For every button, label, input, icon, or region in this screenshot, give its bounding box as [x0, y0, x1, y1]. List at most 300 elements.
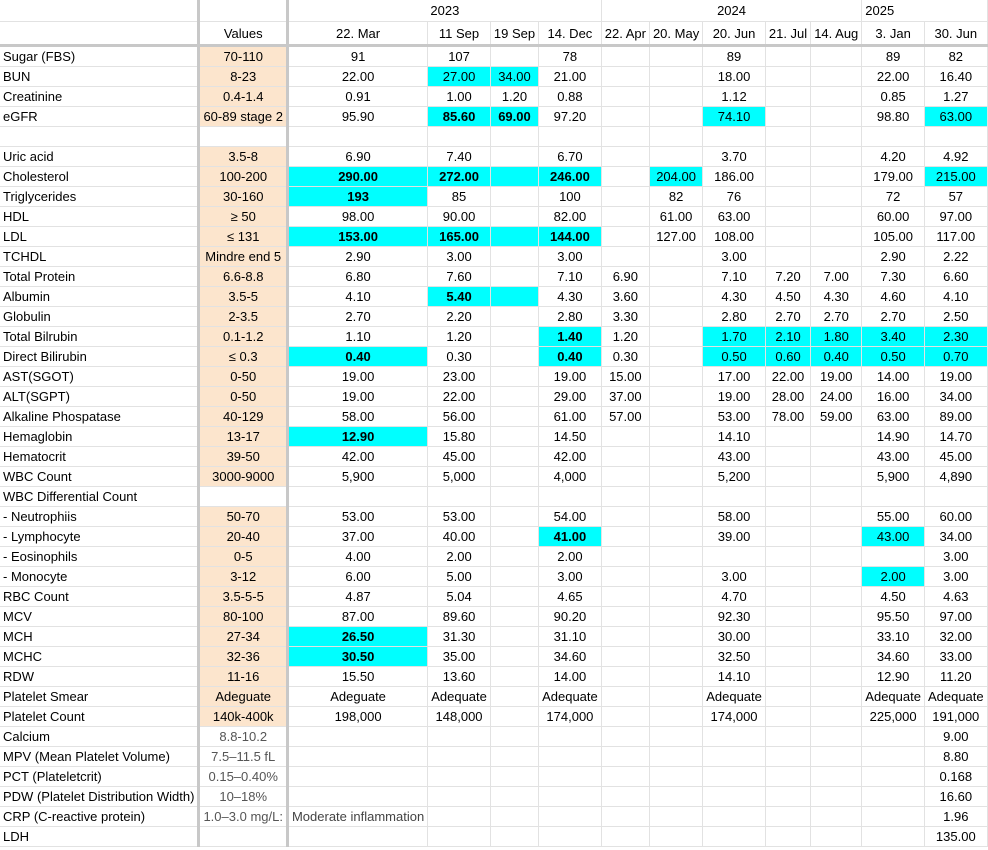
value-cell[interactable]: 2.80 — [539, 307, 602, 327]
value-cell[interactable] — [601, 467, 649, 487]
value-cell[interactable] — [539, 807, 602, 827]
value-cell[interactable] — [428, 747, 491, 767]
value-cell[interactable]: 0.85 — [862, 87, 925, 107]
value-cell[interactable] — [649, 607, 702, 627]
value-cell[interactable] — [649, 707, 702, 727]
value-cell[interactable]: 3.40 — [862, 327, 925, 347]
reference-range[interactable]: 50-70 — [199, 507, 288, 527]
value-cell[interactable]: 2.20 — [428, 307, 491, 327]
value-cell[interactable] — [490, 807, 538, 827]
value-cell[interactable]: 198,000 — [287, 707, 427, 727]
value-cell[interactable] — [601, 427, 649, 447]
value-cell[interactable] — [490, 247, 538, 267]
value-cell[interactable] — [649, 627, 702, 647]
value-cell[interactable]: 3.00 — [703, 247, 766, 267]
reference-range[interactable]: Mindre end 5 — [199, 247, 288, 267]
value-cell[interactable]: 22.00 — [862, 67, 925, 87]
row-label[interactable]: MPV (Mean Platelet Volume) — [0, 747, 199, 767]
value-cell[interactable] — [649, 427, 702, 447]
value-cell[interactable] — [490, 327, 538, 347]
value-cell[interactable] — [811, 607, 862, 627]
value-cell[interactable]: 1.20 — [601, 327, 649, 347]
value-cell[interactable]: 7.10 — [703, 267, 766, 287]
value-cell[interactable]: 3.30 — [601, 307, 649, 327]
date-header-4[interactable]: 22. Apr — [601, 22, 649, 46]
reference-range[interactable]: 0-50 — [199, 367, 288, 387]
value-cell[interactable]: 7.10 — [539, 267, 602, 287]
value-cell[interactable]: 22.00 — [765, 367, 810, 387]
value-cell[interactable]: 5,200 — [703, 467, 766, 487]
value-cell[interactable] — [601, 547, 649, 567]
value-cell[interactable]: 63.00 — [924, 107, 987, 127]
value-cell[interactable] — [490, 727, 538, 747]
reference-range[interactable]: 1.0–3.0 mg/L: — [199, 807, 288, 827]
value-cell[interactable]: 225,000 — [862, 707, 925, 727]
value-cell[interactable] — [765, 507, 810, 527]
value-cell[interactable]: 117.00 — [924, 227, 987, 247]
value-cell[interactable] — [862, 727, 925, 747]
value-cell[interactable]: 33.10 — [862, 627, 925, 647]
value-cell[interactable]: 11.20 — [924, 667, 987, 687]
value-cell[interactable] — [287, 787, 427, 807]
row-label[interactable]: - Lymphocyte — [0, 527, 199, 547]
value-cell[interactable]: 16.60 — [924, 787, 987, 807]
value-cell[interactable] — [649, 147, 702, 167]
value-cell[interactable]: 8.80 — [924, 747, 987, 767]
value-cell[interactable] — [811, 187, 862, 207]
value-cell[interactable] — [765, 207, 810, 227]
value-cell[interactable] — [490, 527, 538, 547]
value-cell[interactable] — [765, 667, 810, 687]
value-cell[interactable]: 15.50 — [287, 667, 427, 687]
value-cell[interactable] — [601, 447, 649, 467]
value-cell[interactable]: 1.20 — [490, 87, 538, 107]
value-cell[interactable]: 290.00 — [287, 167, 427, 187]
reference-range[interactable]: 0.15–0.40% — [199, 767, 288, 787]
row-label[interactable]: Hemaglobin — [0, 427, 199, 447]
value-cell[interactable]: 27.00 — [428, 67, 491, 87]
value-cell[interactable] — [765, 787, 810, 807]
value-cell[interactable]: 89 — [703, 46, 766, 67]
value-cell[interactable]: 2.70 — [862, 307, 925, 327]
value-cell[interactable] — [811, 467, 862, 487]
value-cell[interactable]: 22.00 — [428, 387, 491, 407]
value-cell[interactable] — [490, 767, 538, 787]
value-cell[interactable]: 21.00 — [539, 67, 602, 87]
value-cell[interactable]: 45.00 — [428, 447, 491, 467]
value-cell[interactable] — [765, 707, 810, 727]
reference-range[interactable]: ≤ 131 — [199, 227, 288, 247]
value-cell[interactable]: 4.92 — [924, 147, 987, 167]
value-cell[interactable]: 5.40 — [428, 287, 491, 307]
value-cell[interactable]: Adequate — [703, 687, 766, 707]
value-cell[interactable] — [601, 727, 649, 747]
value-cell[interactable] — [601, 627, 649, 647]
value-cell[interactable] — [765, 87, 810, 107]
value-cell[interactable] — [765, 447, 810, 467]
value-cell[interactable]: 54.00 — [539, 507, 602, 527]
value-cell[interactable] — [601, 147, 649, 167]
value-cell[interactable]: 35.00 — [428, 647, 491, 667]
value-cell[interactable]: 174,000 — [703, 707, 766, 727]
value-cell[interactable]: 0.50 — [703, 347, 766, 367]
value-cell[interactable] — [862, 807, 925, 827]
value-cell[interactable] — [765, 747, 810, 767]
row-label[interactable]: ALT(SGPT) — [0, 387, 199, 407]
value-cell[interactable]: 42.00 — [287, 447, 427, 467]
value-cell[interactable] — [601, 807, 649, 827]
value-cell[interactable] — [649, 367, 702, 387]
row-label[interactable]: Direct Bilirubin — [0, 347, 199, 367]
value-cell[interactable]: 55.00 — [862, 507, 925, 527]
row-label[interactable]: Platelet Count — [0, 707, 199, 727]
value-cell[interactable] — [287, 127, 427, 147]
row-label[interactable]: Sugar (FBS) — [0, 46, 199, 67]
value-cell[interactable] — [765, 46, 810, 67]
value-cell[interactable] — [765, 767, 810, 787]
value-cell[interactable]: 2.90 — [287, 247, 427, 267]
value-cell[interactable] — [765, 127, 810, 147]
value-cell[interactable] — [811, 87, 862, 107]
value-cell[interactable]: 4.30 — [539, 287, 602, 307]
value-cell[interactable] — [490, 227, 538, 247]
value-cell[interactable] — [539, 787, 602, 807]
value-cell[interactable]: Adequate — [539, 687, 602, 707]
value-cell[interactable] — [765, 547, 810, 567]
value-cell[interactable] — [649, 447, 702, 467]
value-cell[interactable]: 272.00 — [428, 167, 491, 187]
value-cell[interactable] — [490, 147, 538, 167]
date-header-7[interactable]: 21. Jul — [765, 22, 810, 46]
value-cell[interactable]: 186.00 — [703, 167, 766, 187]
value-cell[interactable] — [601, 227, 649, 247]
value-cell[interactable]: 59.00 — [811, 407, 862, 427]
value-cell[interactable]: 28.00 — [765, 387, 810, 407]
value-cell[interactable]: 107 — [428, 46, 491, 67]
value-cell[interactable]: 3.00 — [703, 567, 766, 587]
value-cell[interactable] — [490, 667, 538, 687]
reference-range[interactable]: 3-12 — [199, 567, 288, 587]
value-cell[interactable]: 57.00 — [601, 407, 649, 427]
value-cell[interactable]: 0.30 — [428, 347, 491, 367]
value-cell[interactable] — [490, 487, 538, 507]
value-cell[interactable] — [649, 507, 702, 527]
value-cell[interactable]: Adequate — [924, 687, 987, 707]
reference-range[interactable]: 0.1-1.2 — [199, 327, 288, 347]
value-cell[interactable]: Adequate — [862, 687, 925, 707]
reference-range[interactable]: 3.5-5-5 — [199, 587, 288, 607]
value-cell[interactable] — [601, 767, 649, 787]
reference-range[interactable]: 3.5-8 — [199, 147, 288, 167]
value-cell[interactable]: 3.00 — [924, 547, 987, 567]
row-label[interactable]: TCHDL — [0, 247, 199, 267]
value-cell[interactable] — [601, 827, 649, 847]
value-cell[interactable] — [649, 647, 702, 667]
value-cell[interactable] — [649, 287, 702, 307]
value-cell[interactable]: 43.00 — [703, 447, 766, 467]
value-cell[interactable] — [765, 427, 810, 447]
value-cell[interactable]: 34.00 — [490, 67, 538, 87]
value-cell[interactable] — [703, 547, 766, 567]
value-cell[interactable] — [490, 747, 538, 767]
value-cell[interactable] — [703, 827, 766, 847]
value-cell[interactable]: 33.00 — [924, 647, 987, 667]
row-label[interactable]: Calcium — [0, 727, 199, 747]
value-cell[interactable]: 3.70 — [703, 147, 766, 167]
value-cell[interactable] — [539, 487, 602, 507]
value-cell[interactable]: 14.00 — [539, 667, 602, 687]
value-cell[interactable]: 85.60 — [428, 107, 491, 127]
value-cell[interactable]: 0.40 — [287, 347, 427, 367]
reference-range[interactable]: 3.5-5 — [199, 287, 288, 307]
reference-range[interactable]: 0-50 — [199, 387, 288, 407]
value-cell[interactable]: 4.63 — [924, 587, 987, 607]
value-cell[interactable] — [811, 647, 862, 667]
value-cell[interactable]: 1.00 — [428, 87, 491, 107]
value-cell[interactable]: 4.20 — [862, 147, 925, 167]
row-label[interactable]: - Eosinophils — [0, 547, 199, 567]
value-cell[interactable] — [811, 427, 862, 447]
value-cell[interactable] — [649, 787, 702, 807]
value-cell[interactable] — [601, 207, 649, 227]
value-cell[interactable]: 2.90 — [862, 247, 925, 267]
value-cell[interactable] — [649, 587, 702, 607]
value-cell[interactable]: 0.40 — [811, 347, 862, 367]
value-cell[interactable]: 14.70 — [924, 427, 987, 447]
row-label[interactable]: AST(SGOT) — [0, 367, 199, 387]
value-cell[interactable]: 6.80 — [287, 267, 427, 287]
value-cell[interactable] — [601, 747, 649, 767]
value-cell[interactable]: 4,000 — [539, 467, 602, 487]
value-cell[interactable]: 2.30 — [924, 327, 987, 347]
row-label[interactable] — [0, 127, 199, 147]
value-cell[interactable] — [649, 46, 702, 67]
value-cell[interactable] — [811, 667, 862, 687]
value-cell[interactable]: 61.00 — [649, 207, 702, 227]
value-cell[interactable] — [862, 127, 925, 147]
value-cell[interactable]: 87.00 — [287, 607, 427, 627]
row-label[interactable]: - Neutrophiis — [0, 507, 199, 527]
value-cell[interactable] — [811, 227, 862, 247]
value-cell[interactable]: 63.00 — [862, 407, 925, 427]
reference-range[interactable]: 8.8-10.2 — [199, 727, 288, 747]
row-label[interactable]: - Monocyte — [0, 567, 199, 587]
value-cell[interactable]: 1.27 — [924, 87, 987, 107]
value-cell[interactable] — [490, 467, 538, 487]
value-cell[interactable] — [811, 487, 862, 507]
value-cell[interactable] — [490, 607, 538, 627]
value-cell[interactable] — [428, 787, 491, 807]
row-label[interactable]: LDH — [0, 827, 199, 847]
value-cell[interactable] — [765, 107, 810, 127]
value-cell[interactable]: 97.20 — [539, 107, 602, 127]
value-cell[interactable]: 4.60 — [862, 287, 925, 307]
value-cell[interactable] — [490, 267, 538, 287]
value-cell[interactable] — [765, 727, 810, 747]
value-cell[interactable] — [649, 407, 702, 427]
row-label[interactable]: eGFR — [0, 107, 199, 127]
value-cell[interactable]: 4.87 — [287, 587, 427, 607]
value-cell[interactable]: Adequate — [428, 687, 491, 707]
value-cell[interactable] — [539, 767, 602, 787]
value-cell[interactable]: 3.00 — [539, 247, 602, 267]
reference-range[interactable]: 20-40 — [199, 527, 288, 547]
value-cell[interactable]: 14.00 — [862, 367, 925, 387]
value-cell[interactable]: 90.20 — [539, 607, 602, 627]
value-cell[interactable]: 4,890 — [924, 467, 987, 487]
value-cell[interactable] — [862, 767, 925, 787]
value-cell[interactable] — [428, 127, 491, 147]
value-cell[interactable]: 19.00 — [811, 367, 862, 387]
reference-range[interactable]: 70-110 — [199, 46, 288, 67]
value-cell[interactable] — [490, 427, 538, 447]
value-cell[interactable] — [703, 127, 766, 147]
value-cell[interactable]: 98.00 — [287, 207, 427, 227]
value-cell[interactable]: 34.60 — [539, 647, 602, 667]
value-cell[interactable] — [428, 807, 491, 827]
value-cell[interactable] — [490, 647, 538, 667]
value-cell[interactable] — [811, 627, 862, 647]
value-cell[interactable] — [490, 447, 538, 467]
year-2023[interactable]: 2023 — [287, 0, 601, 22]
value-cell[interactable]: 148,000 — [428, 707, 491, 727]
row-label[interactable]: WBC Differential Count — [0, 487, 199, 507]
value-cell[interactable] — [649, 767, 702, 787]
value-cell[interactable]: 3.60 — [601, 287, 649, 307]
year-2024[interactable]: 2024 — [601, 0, 862, 22]
value-cell[interactable] — [811, 687, 862, 707]
value-cell[interactable] — [765, 607, 810, 627]
value-cell[interactable]: 1.70 — [703, 327, 766, 347]
value-cell[interactable]: 3.00 — [428, 247, 491, 267]
value-cell[interactable] — [765, 467, 810, 487]
value-cell[interactable]: 144.00 — [539, 227, 602, 247]
value-cell[interactable]: 32.50 — [703, 647, 766, 667]
value-cell[interactable]: 56.00 — [428, 407, 491, 427]
value-cell[interactable]: 153.00 — [287, 227, 427, 247]
value-cell[interactable]: 191,000 — [924, 707, 987, 727]
reference-range[interactable]: 40-129 — [199, 407, 288, 427]
date-header-10[interactable]: 30. Jun — [924, 22, 987, 46]
value-cell[interactable] — [765, 147, 810, 167]
value-cell[interactable]: 6.90 — [287, 147, 427, 167]
value-cell[interactable]: 95.50 — [862, 607, 925, 627]
value-cell[interactable] — [811, 67, 862, 87]
reference-range[interactable]: 27-34 — [199, 627, 288, 647]
value-cell[interactable]: 7.30 — [862, 267, 925, 287]
value-cell[interactable]: 23.00 — [428, 367, 491, 387]
reference-range[interactable]: 3000-9000 — [199, 467, 288, 487]
value-cell[interactable]: 15.00 — [601, 367, 649, 387]
value-cell[interactable]: 0.88 — [539, 87, 602, 107]
value-cell[interactable]: 58.00 — [287, 407, 427, 427]
value-cell[interactable] — [490, 46, 538, 67]
value-cell[interactable] — [601, 707, 649, 727]
value-cell[interactable]: 193 — [287, 187, 427, 207]
value-cell[interactable] — [811, 827, 862, 847]
value-cell[interactable]: 2.00 — [862, 567, 925, 587]
reference-range[interactable]: 13-17 — [199, 427, 288, 447]
value-cell[interactable]: 2.10 — [765, 327, 810, 347]
value-cell[interactable]: 40.00 — [428, 527, 491, 547]
value-cell[interactable]: 58.00 — [703, 507, 766, 527]
value-cell[interactable] — [765, 587, 810, 607]
blank-cell[interactable] — [0, 22, 199, 46]
value-cell[interactable]: 43.00 — [862, 447, 925, 467]
reference-range[interactable]: 2-3.5 — [199, 307, 288, 327]
value-cell[interactable]: 5,900 — [287, 467, 427, 487]
value-cell[interactable] — [765, 647, 810, 667]
value-cell[interactable]: 4.30 — [811, 287, 862, 307]
value-cell[interactable]: 135.00 — [924, 827, 987, 847]
row-label[interactable]: HDL — [0, 207, 199, 227]
value-cell[interactable]: 0.50 — [862, 347, 925, 367]
year-2025[interactable]: 2025 — [862, 0, 987, 22]
reference-range[interactable]: 100-200 — [199, 167, 288, 187]
value-cell[interactable]: 13.60 — [428, 667, 491, 687]
value-cell[interactable]: 19.00 — [539, 367, 602, 387]
value-cell[interactable]: 4.10 — [287, 287, 427, 307]
value-cell[interactable]: 1.40 — [539, 327, 602, 347]
value-cell[interactable]: 31.30 — [428, 627, 491, 647]
value-cell[interactable]: 18.00 — [703, 67, 766, 87]
value-cell[interactable] — [703, 487, 766, 507]
value-cell[interactable]: 53.00 — [703, 407, 766, 427]
value-cell[interactable] — [811, 807, 862, 827]
value-cell[interactable] — [649, 87, 702, 107]
value-cell[interactable]: 0.70 — [924, 347, 987, 367]
value-cell[interactable]: 63.00 — [703, 207, 766, 227]
value-cell[interactable]: 34.00 — [924, 527, 987, 547]
value-cell[interactable] — [287, 827, 427, 847]
value-cell[interactable] — [811, 727, 862, 747]
value-cell[interactable] — [649, 567, 702, 587]
value-cell[interactable]: 16.00 — [862, 387, 925, 407]
value-cell[interactable]: 2.00 — [539, 547, 602, 567]
row-label[interactable]: Hematocrit — [0, 447, 199, 467]
value-cell[interactable]: 26.50 — [287, 627, 427, 647]
value-cell[interactable]: 60.00 — [862, 207, 925, 227]
value-cell[interactable] — [490, 407, 538, 427]
value-cell[interactable] — [649, 667, 702, 687]
reference-range[interactable]: 0.4-1.4 — [199, 87, 288, 107]
value-cell[interactable]: 16.40 — [924, 67, 987, 87]
value-cell[interactable] — [601, 87, 649, 107]
value-cell[interactable]: 4.50 — [765, 287, 810, 307]
date-header-0[interactable]: 22. Mar — [287, 22, 427, 46]
row-label[interactable]: WBC Count — [0, 467, 199, 487]
value-cell[interactable] — [649, 327, 702, 347]
value-cell[interactable]: 2.80 — [703, 307, 766, 327]
row-label[interactable]: PCT (Plateletcrit) — [0, 767, 199, 787]
value-cell[interactable] — [765, 527, 810, 547]
value-cell[interactable] — [490, 547, 538, 567]
value-cell[interactable]: 2.70 — [287, 307, 427, 327]
value-cell[interactable] — [811, 147, 862, 167]
value-cell[interactable] — [811, 567, 862, 587]
row-label[interactable]: CRP (C-reactive protein) — [0, 807, 199, 827]
value-cell[interactable]: 1.80 — [811, 327, 862, 347]
value-cell[interactable] — [649, 307, 702, 327]
value-cell[interactable] — [490, 627, 538, 647]
row-label[interactable]: Alkaline Phospatase — [0, 407, 199, 427]
value-cell[interactable] — [287, 727, 427, 747]
value-cell[interactable]: 165.00 — [428, 227, 491, 247]
value-cell[interactable]: 105.00 — [862, 227, 925, 247]
value-cell[interactable]: 12.90 — [287, 427, 427, 447]
value-cell[interactable]: 29.00 — [539, 387, 602, 407]
value-cell[interactable] — [601, 567, 649, 587]
